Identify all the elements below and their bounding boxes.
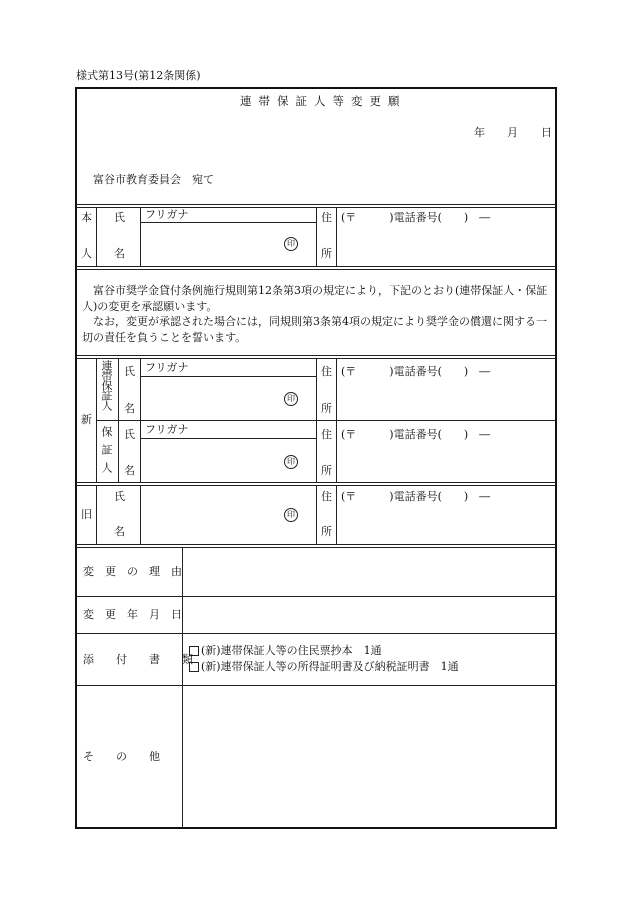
old-sho-label: 所: [321, 525, 332, 538]
statement-line-1: 富谷市奨学金貸付条例施行規則第12条第3項の規定により，下記のとおり(連帯保証人・保証: [82, 284, 548, 297]
other-label: そ の 他: [83, 750, 160, 763]
attachment-checkbox-1[interactable]: [189, 646, 199, 656]
honnin-sho-label: 所: [321, 247, 332, 260]
hoshonin-seal-icon: 印: [284, 455, 298, 469]
rentai-ju-label: 住: [321, 365, 332, 378]
rentai-sho-label: 所: [321, 402, 332, 415]
new-label: 新: [81, 413, 92, 426]
form-title: 連帯保証人等変更願: [240, 94, 407, 108]
change-date-label: 変 更 年 月 日: [83, 608, 182, 621]
rentai-postal-phone: (〒 )電話番号( ) ―: [341, 365, 491, 378]
statement-line-4: 切の責任を負うことを誓います。: [82, 330, 247, 344]
addressee: 富谷市教育委員会 宛て: [93, 173, 214, 186]
honnin-postal-phone: (〒 )電話番号( ) ―: [341, 211, 491, 224]
date-year: 年: [474, 126, 485, 139]
old-shi-label: 氏: [114, 490, 125, 503]
hoshonin-label: 保証人: [100, 426, 113, 480]
honnin-furigana-label: フリガナ: [145, 208, 189, 221]
rentai-shi-label: 氏: [124, 365, 135, 378]
old-seal-icon: 印: [284, 508, 298, 522]
rentai-seal-icon: 印: [284, 392, 298, 406]
honnin-shi-label: 氏: [114, 211, 125, 224]
old-postal-phone: (〒 )電話番号( ) ―: [341, 490, 491, 503]
statement-line-2: 人)の変更を承認願います。: [82, 299, 218, 313]
date-day: 日: [541, 126, 552, 139]
hoshonin-mei-label: 名: [124, 464, 135, 477]
statement-line-3: なお，変更が承認された場合には，同規則第3条第4項の規定により奨学金の償還に関する一: [82, 315, 547, 328]
rentai-mei-label: 名: [124, 402, 135, 415]
honnin-label-1: 本: [81, 211, 92, 224]
hoshonin-shi-label: 氏: [124, 428, 135, 441]
old-ju-label: 住: [321, 490, 332, 503]
hoshonin-postal-phone: (〒 )電話番号( ) ―: [341, 428, 491, 441]
form-number: 様式第13号(第12条関係): [76, 69, 201, 82]
attachments-label: 添 付 書 類: [83, 653, 193, 666]
reason-label: 変 更 の 理 由: [83, 565, 182, 578]
attachment-item-1: (新)連帯保証人等の住民票抄本 1通: [201, 644, 382, 657]
attachment-item-2: (新)連帯保証人等の所得証明書及び納税証明書 1通: [201, 660, 459, 673]
rentai-hoshonin-label: 連帯保証人: [100, 360, 113, 410]
attachment-checkbox-2[interactable]: [189, 662, 199, 672]
old-label: 旧: [81, 508, 92, 521]
rentai-furigana-label: フリガナ: [145, 361, 189, 374]
honnin-mei-label: 名: [114, 247, 125, 260]
old-mei-label: 名: [114, 525, 125, 538]
hoshonin-sho-label: 所: [321, 464, 332, 477]
honnin-label-2: 人: [81, 247, 92, 260]
date-month: 月: [507, 126, 518, 139]
statement-text: [82, 283, 552, 345]
hoshonin-ju-label: 住: [321, 428, 332, 441]
honnin-seal-icon: 印: [284, 237, 298, 251]
honnin-ju-label: 住: [321, 211, 332, 224]
hoshonin-furigana-label: フリガナ: [145, 423, 189, 436]
